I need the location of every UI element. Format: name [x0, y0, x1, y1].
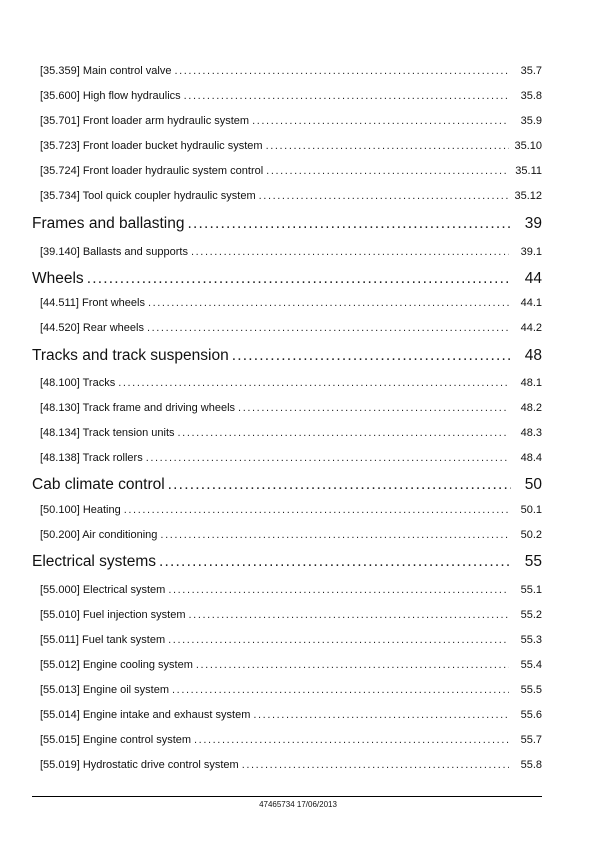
toc-entry[interactable] [40, 684, 542, 700]
toc-entry-label: [35.724] Front loader hydraulic system control [40, 165, 264, 177]
toc-entry-page: 55.6 [520, 709, 542, 721]
toc-entry[interactable] [40, 246, 542, 262]
leader-dots [196, 659, 509, 671]
toc-entry-label: [55.019] Hydrostatic drive control system [40, 759, 239, 771]
toc-entry-label: [39.140] Ballasts and supports [40, 246, 188, 258]
toc-entry[interactable] [40, 427, 542, 443]
toc-section-title: Wheels [32, 270, 84, 287]
toc-entry[interactable] [40, 322, 542, 338]
toc-entry-label: [44.520] Rear wheels [40, 322, 144, 334]
toc-entry-label: [55.013] Engine oil system [40, 684, 170, 696]
toc-entry-page: 55.3 [520, 634, 542, 646]
toc-entry-label: [50.200] Air conditioning [40, 529, 158, 541]
toc-entry[interactable] [40, 709, 542, 725]
toc-entry-page: 50.1 [520, 504, 542, 516]
toc-entry-label: [35.734] Tool quick coupler hydraulic system [40, 190, 256, 202]
toc-section[interactable] [32, 215, 542, 237]
toc-entry-label: [55.011] Fuel tank system [40, 634, 166, 646]
toc-section[interactable] [32, 553, 542, 575]
toc-section-page: 44 [524, 270, 542, 287]
toc-entry-label: [48.100] Tracks [40, 377, 116, 389]
leader-dots [148, 297, 509, 309]
leader-dots [124, 504, 509, 516]
toc-entry[interactable] [40, 297, 542, 313]
toc-entry-page: 55.7 [520, 734, 542, 746]
toc-entry[interactable] [40, 140, 542, 156]
leader-dots [266, 140, 509, 152]
leader-dots [168, 476, 511, 494]
toc-section-page: 50 [524, 476, 542, 493]
toc-entry[interactable] [40, 90, 542, 106]
leader-dots [253, 709, 509, 721]
toc-entry-page: 48.1 [520, 377, 542, 389]
toc-entry-label: [55.015] Engine control system [40, 734, 192, 746]
toc-entry-label: [50.100] Heating [40, 504, 121, 516]
toc-entry-page: 50.2 [520, 529, 542, 541]
toc-entry[interactable] [40, 759, 542, 775]
toc-section-title: Tracks and track suspension [32, 347, 229, 364]
toc-entry[interactable] [40, 634, 542, 650]
toc-entry-label: [35.723] Front loader bucket hydraulic system [40, 140, 263, 152]
toc-entry-page: 48.3 [520, 427, 542, 439]
leader-dots [259, 190, 509, 202]
leader-dots [238, 402, 509, 414]
toc-entry-page: 35.10 [514, 140, 542, 152]
toc-entry[interactable] [40, 659, 542, 675]
toc-entry[interactable] [40, 504, 542, 520]
toc-entry[interactable] [40, 609, 542, 625]
leader-dots [252, 115, 509, 127]
leader-dots [159, 553, 511, 571]
toc-entry-page: 55.4 [520, 659, 542, 671]
toc-entry-label: [35.600] High flow hydraulics [40, 90, 181, 102]
toc-entry-label: [55.010] Fuel injection system [40, 609, 186, 621]
leader-dots [188, 215, 512, 233]
toc-entry-page: 39.1 [520, 246, 542, 258]
toc-section[interactable] [32, 476, 542, 498]
toc-entry-label: [35.359] Main control valve [40, 65, 172, 77]
toc-entry-label: [35.701] Front loader arm hydraulic system [40, 115, 250, 127]
toc-entry[interactable] [40, 734, 542, 750]
leader-dots [87, 270, 511, 288]
toc-entry-page: 55.5 [520, 684, 542, 696]
leader-dots [168, 584, 509, 596]
toc-entry-page: 44.1 [520, 297, 542, 309]
toc-section-title: Cab climate control [32, 476, 165, 493]
toc-entry-page: 55.1 [520, 584, 542, 596]
toc-entry[interactable] [40, 165, 542, 181]
toc-entry-label: [55.012] Engine cooling system [40, 659, 193, 671]
toc-entry[interactable] [40, 584, 542, 600]
toc-entry-label: [48.134] Track tension units [40, 427, 175, 439]
toc-entry[interactable] [40, 529, 542, 545]
leader-dots [232, 347, 511, 365]
toc-entry-label: [48.130] Track frame and driving wheels [40, 402, 236, 414]
toc-entry[interactable] [40, 452, 542, 468]
toc-section-page: 39 [524, 215, 542, 232]
toc-entry-page: 35.8 [520, 90, 542, 102]
leader-dots [118, 377, 509, 389]
leader-dots [160, 529, 509, 541]
toc-section-title: Frames and ballasting [32, 215, 185, 232]
leader-dots [242, 759, 509, 771]
toc-entry-page: 48.2 [520, 402, 542, 414]
toc-entry-label: [44.511] Front wheels [40, 297, 145, 309]
footer-divider [32, 796, 542, 797]
toc-entry-label: [55.000] Electrical system [40, 584, 166, 596]
toc-entry[interactable] [40, 115, 542, 131]
toc-entry-page: 35.9 [520, 115, 542, 127]
toc-entry-page: 35.11 [515, 165, 542, 177]
toc-entry-page: 55.8 [520, 759, 542, 771]
toc-entry-page: 55.2 [520, 609, 542, 621]
leader-dots [174, 65, 509, 77]
toc-entry-label: [48.138] Track rollers [40, 452, 143, 464]
footer-doc-id: 47465734 17/06/2013 [259, 800, 337, 809]
leader-dots [172, 684, 509, 696]
toc-entry-label: [55.014] Engine intake and exhaust system [40, 709, 251, 721]
toc-entry[interactable] [40, 402, 542, 418]
toc-section-title: Electrical systems [32, 553, 157, 570]
leader-dots [178, 427, 509, 439]
leader-dots [147, 322, 509, 334]
toc-section[interactable] [32, 347, 542, 369]
toc-entry[interactable] [40, 190, 542, 206]
toc-section[interactable] [32, 270, 542, 292]
toc-entry-page: 35.12 [514, 190, 542, 202]
toc-entry-page: 35.7 [520, 65, 542, 77]
toc-entry-page: 48.4 [520, 452, 542, 464]
leader-dots [168, 634, 509, 646]
leader-dots [194, 734, 509, 746]
leader-dots [184, 90, 509, 102]
leader-dots [266, 165, 509, 177]
toc-section-page: 55 [524, 553, 542, 570]
leader-dots [146, 452, 509, 464]
toc-entry[interactable] [40, 377, 542, 393]
toc-section-page: 48 [524, 347, 542, 364]
toc-entry[interactable] [40, 65, 542, 81]
leader-dots [189, 609, 509, 621]
toc-entry-page: 44.2 [520, 322, 542, 334]
leader-dots [191, 246, 509, 258]
